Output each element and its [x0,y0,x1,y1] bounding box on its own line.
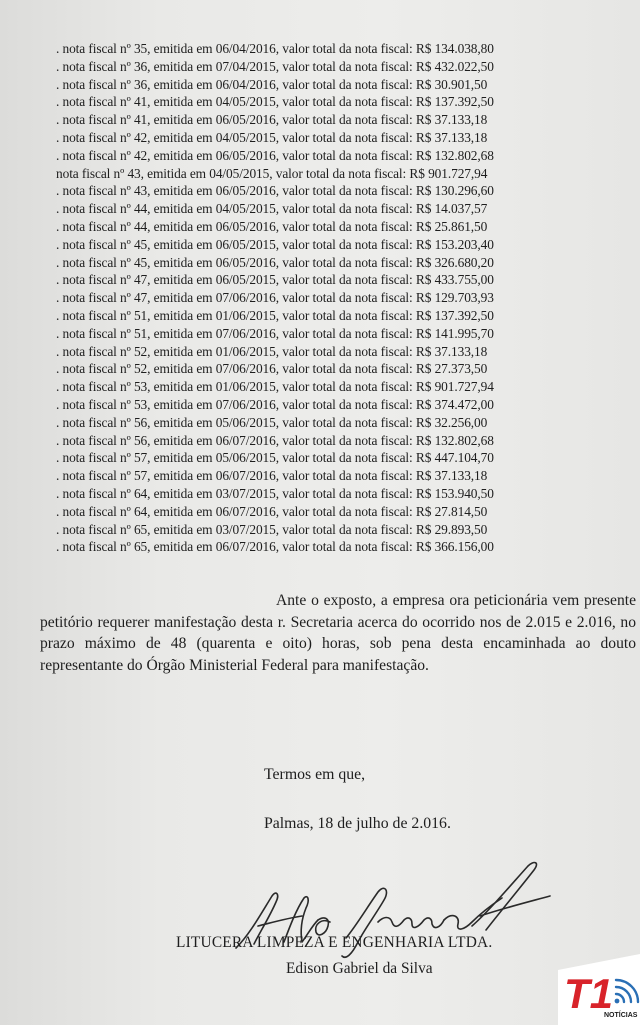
request-paragraph [40,590,636,676]
closing-phrase: Termos em que, [264,766,366,783]
invoice-line: . nota fiscal nº 42, emitida em 06/05/2016, valor total da nota fiscal: R$ 132.802,68 [56,147,494,163]
invoice-line: . nota fiscal nº 64, emitida em 03/07/2015, valor total da nota fiscal: R$ 153.940,50 [56,485,494,501]
invoice-line: . nota fiscal nº 47, emitida em 06/05/2015, valor total da nota fiscal: R$ 433.755,00 [56,272,494,288]
company-name: LITUCERA LIMPEZA E ENGENHARIA LTDA. [176,934,493,951]
invoice-line: . nota fiscal nº 45, emitida em 06/05/2016, valor total da nota fiscal: R$ 326.680,20 [56,254,494,270]
invoice-line: . nota fiscal nº 65, emitida em 03/07/2015, valor total da nota fiscal: R$ 29.893,50 [56,521,488,537]
t1-logo-text: T1 [564,970,614,1017]
invoice-line: . nota fiscal nº 52, emitida em 07/06/2016, valor total da nota fiscal: R$ 27.373,50 [56,361,488,377]
invoice-line: . nota fiscal nº 53, emitida em 01/06/2015, valor total da nota fiscal: R$ 901.727,94 [56,379,494,395]
invoice-line: . nota fiscal nº 53, emitida em 07/06/2016, valor total da nota fiscal: R$ 374.472,00 [56,396,494,412]
signer-name: Edison Gabriel da Silva [286,960,433,977]
invoice-line: . nota fiscal nº 64, emitida em 06/07/2016, valor total da nota fiscal: R$ 27.814,50 [56,503,488,519]
invoice-line: . nota fiscal nº 45, emitida em 06/05/2015, valor total da nota fiscal: R$ 153.203,40 [56,236,494,252]
invoice-line: . nota fiscal nº 51, emitida em 07/06/2016, valor total da nota fiscal: R$ 141.995,70 [56,325,494,341]
invoice-line: . nota fiscal nº 51, emitida em 01/06/2015, valor total da nota fiscal: R$ 137.392,50 [56,307,494,323]
invoice-line: . nota fiscal nº 57, emitida em 06/07/2016, valor total da nota fiscal: R$ 37.133,18 [56,468,488,484]
invoice-line: . nota fiscal nº 56, emitida em 05/06/2015, valor total da nota fiscal: R$ 32.256,00 [56,414,488,430]
invoice-line: . nota fiscal nº 43, emitida em 06/05/2016, valor total da nota fiscal: R$ 130.296,60 [56,183,494,199]
t1-logo-subtitle: NOTÍCIAS [604,1012,638,1019]
invoice-line: . nota fiscal nº 57, emitida em 05/06/2015, valor total da nota fiscal: R$ 447.104,70 [56,450,494,466]
invoice-line: . nota fiscal nº 42, emitida em 04/05/2015, valor total da nota fiscal: R$ 37.133,18 [56,129,488,145]
invoice-line: . nota fiscal nº 56, emitida em 06/07/2016, valor total da nota fiscal: R$ 132.802,68 [56,432,494,448]
invoice-line: nota fiscal nº 43, emitida em 04/05/2015, valor total da nota fiscal: R$ 901.727,94 [56,165,488,181]
place-and-date: Palmas, 18 de julho de 2.016. [264,815,451,832]
invoice-line: . nota fiscal nº 36, emitida em 07/04/2015, valor total da nota fiscal: R$ 432.022,50 [56,58,494,74]
invoice-line: . nota fiscal nº 36, emitida em 06/04/2016, valor total da nota fiscal: R$ 30.901,50 [56,76,488,92]
request-paragraph-text: Ante o exposto, a empresa ora peticionária vem presente petitório requerer manifestação desta r. Secretaria acerca do ocorrido nos de 2.015 e 2.016, no prazo máximo de 48 (quarenta e oito) horas, sob pena desta encaminhada ao douto representante do Órgão Ministerial Federal para manifestação. [40,592,636,674]
invoice-line: . nota fiscal nº 44, emitida em 04/05/2015, valor total da nota fiscal: R$ 14.037,57 [56,201,488,217]
invoice-line: . nota fiscal nº 41, emitida em 04/05/2015, valor total da nota fiscal: R$ 137.392,50 [56,94,494,110]
invoice-line: . nota fiscal nº 52, emitida em 01/06/2015, valor total da nota fiscal: R$ 37.133,18 [56,343,488,359]
t1-noticias-logo [558,954,640,1025]
invoice-list [56,40,636,556]
invoice-line: . nota fiscal nº 35, emitida em 06/04/2016, valor total da nota fiscal: R$ 134.038,80 [56,41,494,56]
invoice-line: . nota fiscal nº 47, emitida em 07/06/2016, valor total da nota fiscal: R$ 129.703,93 [56,290,494,306]
invoice-line: . nota fiscal nº 65, emitida em 06/07/2016, valor total da nota fiscal: R$ 366.156,00 [56,539,494,555]
invoice-line: . nota fiscal nº 41, emitida em 06/05/2016, valor total da nota fiscal: R$ 37.133,18 [56,112,488,128]
invoice-line: . nota fiscal nº 44, emitida em 06/05/2016, valor total da nota fiscal: R$ 25.861,50 [56,218,488,234]
